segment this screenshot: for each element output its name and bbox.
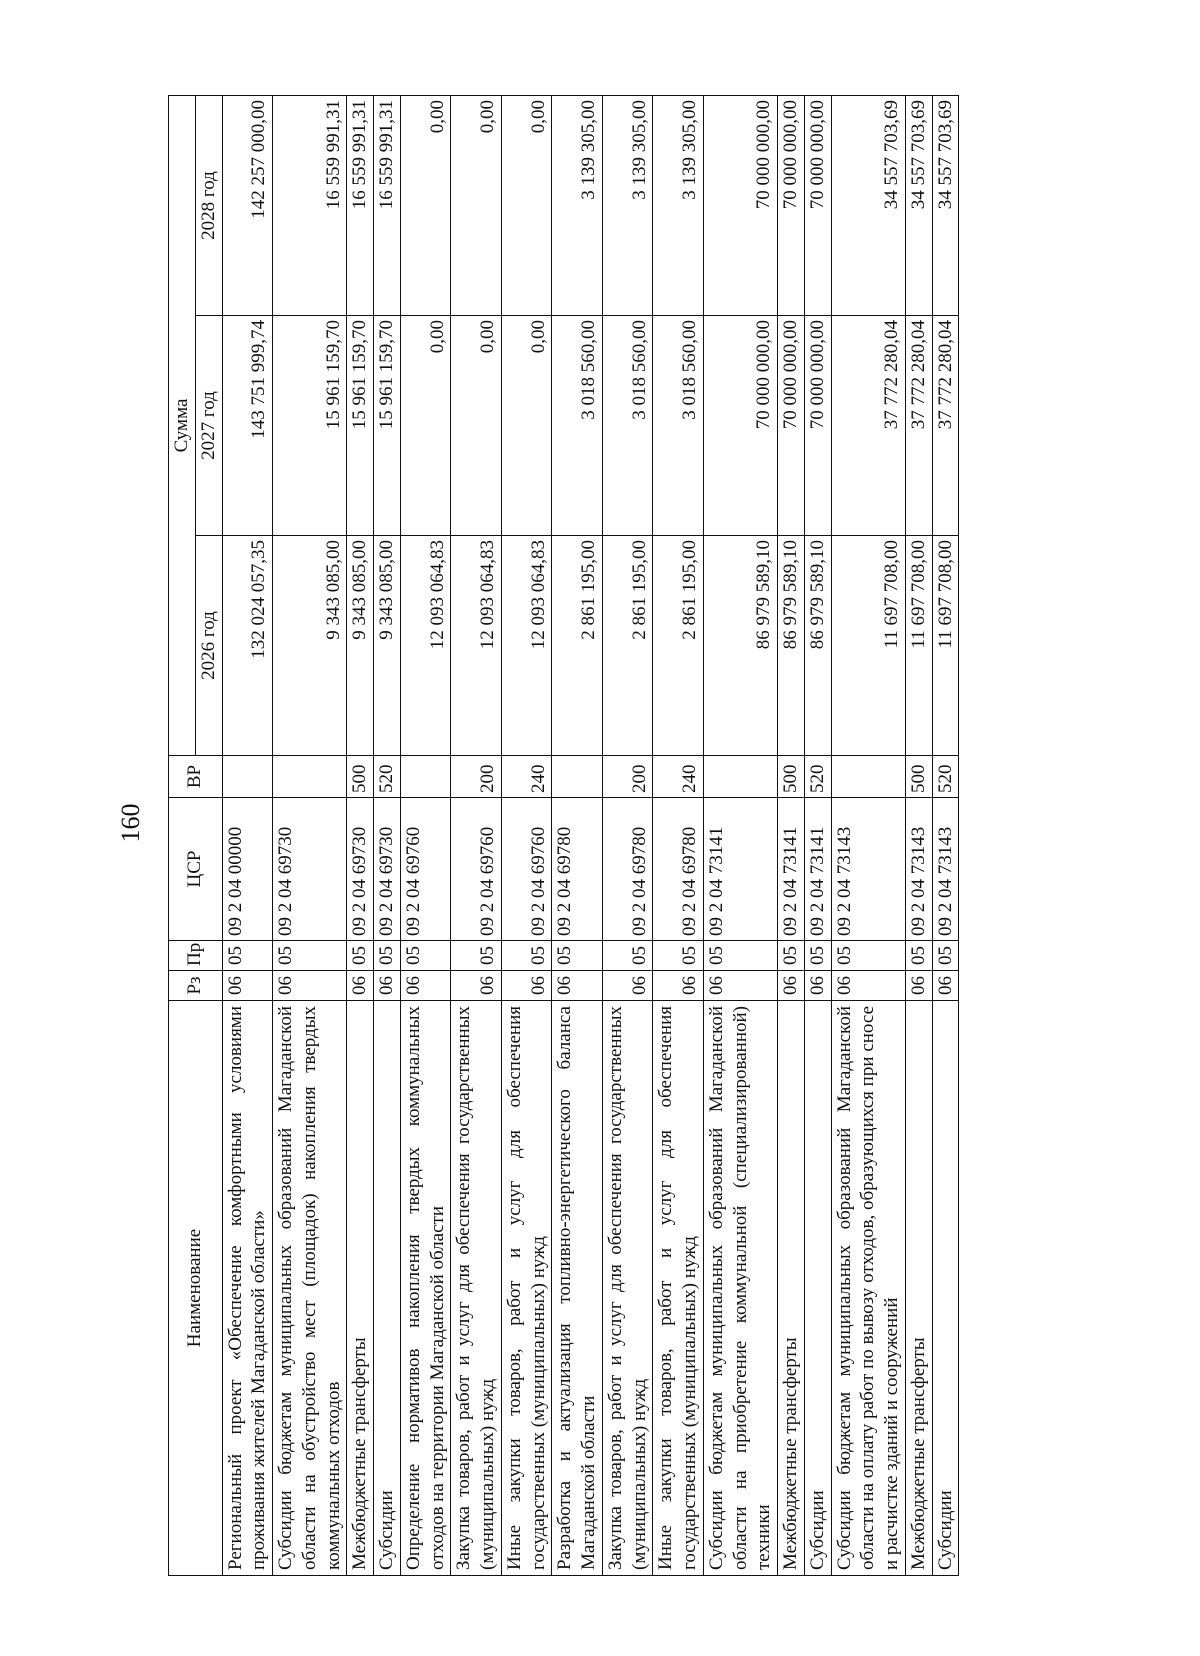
row-name: Субсидии bbox=[804, 1001, 831, 1576]
table-row bbox=[347, 96, 374, 1576]
table-row bbox=[703, 96, 777, 1576]
row-rz: 06 bbox=[703, 971, 777, 1001]
row-vr bbox=[222, 756, 273, 798]
row-pr: 05 bbox=[653, 941, 704, 971]
row-sum-2028: 34 557 703,69 bbox=[932, 96, 959, 316]
row-rz: 06 bbox=[347, 971, 374, 1001]
row-sum-2027: 0,00 bbox=[501, 316, 552, 536]
row-csr: 09 2 04 73143 bbox=[831, 798, 905, 941]
row-sum-2028: 34 557 703,69 bbox=[905, 96, 932, 316]
row-name: Межбюджетные трансферты bbox=[347, 1001, 374, 1576]
row-csr: 09 2 04 69730 bbox=[347, 798, 374, 941]
row-sum-2028: 3 139 305,00 bbox=[653, 96, 704, 316]
row-vr bbox=[400, 756, 451, 798]
row-sum-2027: 37 772 280,04 bbox=[905, 316, 932, 536]
row-csr: 09 2 04 69730 bbox=[273, 798, 347, 941]
row-sum-2026: 12 093 064,83 bbox=[400, 536, 451, 756]
table-row bbox=[552, 96, 603, 1576]
row-vr: 500 bbox=[905, 756, 932, 798]
row-rz: 06 bbox=[222, 971, 273, 1001]
table-row bbox=[273, 96, 347, 1576]
row-csr: 09 2 04 73141 bbox=[778, 798, 805, 941]
table-row bbox=[400, 96, 451, 1576]
row-pr: 05 bbox=[400, 941, 451, 971]
row-sum-2026: 12 093 064,83 bbox=[451, 536, 502, 756]
table-row bbox=[222, 96, 273, 1576]
row-vr: 200 bbox=[451, 756, 502, 798]
row-csr: 09 2 04 73141 bbox=[703, 798, 777, 941]
row-sum-2028: 16 559 991,31 bbox=[273, 96, 347, 316]
row-rz: 06 bbox=[552, 971, 603, 1001]
rotated-table-container bbox=[168, 96, 1076, 1576]
row-csr: 09 2 04 69760 bbox=[451, 798, 502, 941]
header-name: Наименование bbox=[169, 1001, 223, 1576]
row-sum-2027: 37 772 280,04 bbox=[831, 316, 905, 536]
header-year-2028: 2028 год bbox=[195, 96, 222, 316]
row-sum-2027: 15 961 159,70 bbox=[273, 316, 347, 536]
row-pr: 05 bbox=[778, 941, 805, 971]
row-sum-2026: 12 093 064,83 bbox=[501, 536, 552, 756]
row-sum-2026: 9 343 085,00 bbox=[347, 536, 374, 756]
row-csr: 09 2 04 69760 bbox=[400, 798, 451, 941]
row-sum-2028: 3 139 305,00 bbox=[552, 96, 603, 316]
row-csr: 09 2 04 69760 bbox=[501, 798, 552, 941]
row-sum-2026: 86 979 589,10 bbox=[703, 536, 777, 756]
row-sum-2027: 3 018 560,00 bbox=[552, 316, 603, 536]
row-pr: 05 bbox=[804, 941, 831, 971]
row-vr bbox=[831, 756, 905, 798]
row-pr: 05 bbox=[831, 941, 905, 971]
row-csr: 09 2 04 69780 bbox=[653, 798, 704, 941]
row-sum-2026: 11 697 708,00 bbox=[932, 536, 959, 756]
budget-table bbox=[168, 95, 959, 1576]
row-vr: 520 bbox=[932, 756, 959, 798]
row-pr: 05 bbox=[374, 941, 401, 971]
row-name: Субсидии bbox=[374, 1001, 401, 1576]
row-name: Межбюджетные трансферты bbox=[905, 1001, 932, 1576]
row-name: Субсидии бюджетам муниципальных образований Магаданской области на оплату работ по вывозу отходов, образующихся при сносе и расчистке зданий и сооружений bbox=[831, 1001, 905, 1576]
table-row bbox=[905, 96, 932, 1576]
row-sum-2026: 86 979 589,10 bbox=[778, 536, 805, 756]
row-csr: 09 2 04 73143 bbox=[905, 798, 932, 941]
row-sum-2027: 37 772 280,04 bbox=[932, 316, 959, 536]
row-name: Субсидии bbox=[932, 1001, 959, 1576]
row-sum-2028: 0,00 bbox=[400, 96, 451, 316]
row-sum-2027: 143 751 999,74 bbox=[222, 316, 273, 536]
row-rz: 06 bbox=[653, 971, 704, 1001]
row-sum-2027: 70 000 000,00 bbox=[778, 316, 805, 536]
row-sum-2027: 15 961 159,70 bbox=[374, 316, 401, 536]
row-name: Закупка товаров, работ и услуг для обеспечения государственных (муниципальных) нужд bbox=[451, 1001, 502, 1576]
header-pr: Пр bbox=[169, 941, 223, 971]
table-row bbox=[501, 96, 552, 1576]
row-sum-2028: 3 139 305,00 bbox=[602, 96, 653, 316]
row-vr bbox=[273, 756, 347, 798]
row-csr: 09 2 04 69780 bbox=[552, 798, 603, 941]
row-rz: 06 bbox=[932, 971, 959, 1001]
header-csr: ЦСР bbox=[169, 798, 223, 941]
header-row-1 bbox=[169, 96, 196, 1576]
header-sum: Сумма bbox=[169, 96, 196, 756]
row-sum-2028: 142 257 000,00 bbox=[222, 96, 273, 316]
row-csr: 09 2 04 69780 bbox=[602, 798, 653, 941]
row-sum-2027: 3 018 560,00 bbox=[602, 316, 653, 536]
table-row bbox=[374, 96, 401, 1576]
header-vr: ВР bbox=[169, 756, 223, 798]
row-name: Субсидии бюджетам муниципальных образований Магаданской области на обустройство мест (площадок) накопления твердых коммунальных отходов bbox=[273, 1001, 347, 1576]
row-pr: 05 bbox=[602, 941, 653, 971]
table-row bbox=[778, 96, 805, 1576]
row-rz: 06 bbox=[374, 971, 401, 1001]
row-name: Субсидии бюджетам муниципальных образований Магаданской области на приобретение коммунальной (специализированной) техники bbox=[703, 1001, 777, 1576]
row-sum-2028: 70 000 000,00 bbox=[703, 96, 777, 316]
row-pr: 05 bbox=[905, 941, 932, 971]
row-sum-2028: 0,00 bbox=[451, 96, 502, 316]
header-year-2027: 2027 год bbox=[195, 316, 222, 536]
row-sum-2028: 34 557 703,69 bbox=[831, 96, 905, 316]
row-sum-2028: 16 559 991,31 bbox=[374, 96, 401, 316]
row-pr: 05 bbox=[451, 941, 502, 971]
table-row bbox=[653, 96, 704, 1576]
row-rz: 06 bbox=[905, 971, 932, 1001]
row-vr: 200 bbox=[602, 756, 653, 798]
row-vr: 500 bbox=[347, 756, 374, 798]
row-sum-2026: 9 343 085,00 bbox=[374, 536, 401, 756]
row-name: Иные закупки товаров, работ и услуг для обеспечения государственных (муниципальных) нужд bbox=[501, 1001, 552, 1576]
row-name: Определение нормативов накопления твердых коммунальных отходов на территории Магаданской области bbox=[400, 1001, 451, 1576]
row-csr: 09 2 04 00000 bbox=[222, 798, 273, 941]
row-sum-2026: 132 024 057,35 bbox=[222, 536, 273, 756]
row-rz: 06 bbox=[602, 971, 653, 1001]
row-sum-2027: 15 961 159,70 bbox=[347, 316, 374, 536]
table-row bbox=[932, 96, 959, 1576]
row-csr: 09 2 04 73143 bbox=[932, 798, 959, 941]
row-sum-2026: 2 861 195,00 bbox=[602, 536, 653, 756]
row-pr: 05 bbox=[552, 941, 603, 971]
row-sum-2028: 70 000 000,00 bbox=[804, 96, 831, 316]
row-vr: 240 bbox=[653, 756, 704, 798]
row-pr: 05 bbox=[501, 941, 552, 971]
row-rz: 06 bbox=[273, 971, 347, 1001]
row-rz: 06 bbox=[400, 971, 451, 1001]
row-sum-2026: 9 343 085,00 bbox=[273, 536, 347, 756]
row-vr: 520 bbox=[804, 756, 831, 798]
row-name: Разработка и актуализация топливно-энергетического баланса Магаданской области bbox=[552, 1001, 603, 1576]
row-rz: 06 bbox=[501, 971, 552, 1001]
row-vr bbox=[552, 756, 603, 798]
row-pr: 05 bbox=[347, 941, 374, 971]
row-sum-2026: 86 979 589,10 bbox=[804, 536, 831, 756]
row-sum-2027: 70 000 000,00 bbox=[703, 316, 777, 536]
row-name: Региональный проект «Обеспечение комфортными условиями проживания жителей Магаданской области» bbox=[222, 1001, 273, 1576]
row-rz: 06 bbox=[831, 971, 905, 1001]
row-sum-2026: 2 861 195,00 bbox=[552, 536, 603, 756]
row-vr bbox=[703, 756, 777, 798]
row-sum-2028: 0,00 bbox=[501, 96, 552, 316]
row-pr: 05 bbox=[273, 941, 347, 971]
row-csr: 09 2 04 69730 bbox=[374, 798, 401, 941]
row-sum-2028: 16 559 991,31 bbox=[347, 96, 374, 316]
row-sum-2026: 2 861 195,00 bbox=[653, 536, 704, 756]
row-sum-2028: 70 000 000,00 bbox=[778, 96, 805, 316]
table-row bbox=[804, 96, 831, 1576]
rotated-page-area bbox=[168, 96, 1076, 1576]
page-number: 160 bbox=[116, 803, 145, 843]
row-name: Закупка товаров, работ и услуг для обеспечения государственных (муниципальных) нужд bbox=[602, 1001, 653, 1576]
row-sum-2027: 0,00 bbox=[451, 316, 502, 536]
row-sum-2027: 3 018 560,00 bbox=[653, 316, 704, 536]
table-row bbox=[602, 96, 653, 1576]
row-pr: 05 bbox=[222, 941, 273, 971]
row-rz: 06 bbox=[451, 971, 502, 1001]
header-year-2026: 2026 год bbox=[195, 536, 222, 756]
row-name: Межбюджетные трансферты bbox=[778, 1001, 805, 1576]
row-sum-2027: 0,00 bbox=[400, 316, 451, 536]
row-rz: 06 bbox=[804, 971, 831, 1001]
table-row bbox=[831, 96, 905, 1576]
header-rz: Рз bbox=[169, 971, 223, 1001]
row-pr: 05 bbox=[932, 941, 959, 971]
row-vr: 240 bbox=[501, 756, 552, 798]
row-vr: 520 bbox=[374, 756, 401, 798]
row-name: Иные закупки товаров, работ и услуг для обеспечения государственных (муниципальных) нужд bbox=[653, 1001, 704, 1576]
table-row bbox=[451, 96, 502, 1576]
row-sum-2026: 11 697 708,00 bbox=[831, 536, 905, 756]
row-csr: 09 2 04 73141 bbox=[804, 798, 831, 941]
row-pr: 05 bbox=[703, 941, 777, 971]
row-vr: 500 bbox=[778, 756, 805, 798]
row-sum-2026: 11 697 708,00 bbox=[905, 536, 932, 756]
row-rz: 06 bbox=[778, 971, 805, 1001]
row-sum-2027: 70 000 000,00 bbox=[804, 316, 831, 536]
